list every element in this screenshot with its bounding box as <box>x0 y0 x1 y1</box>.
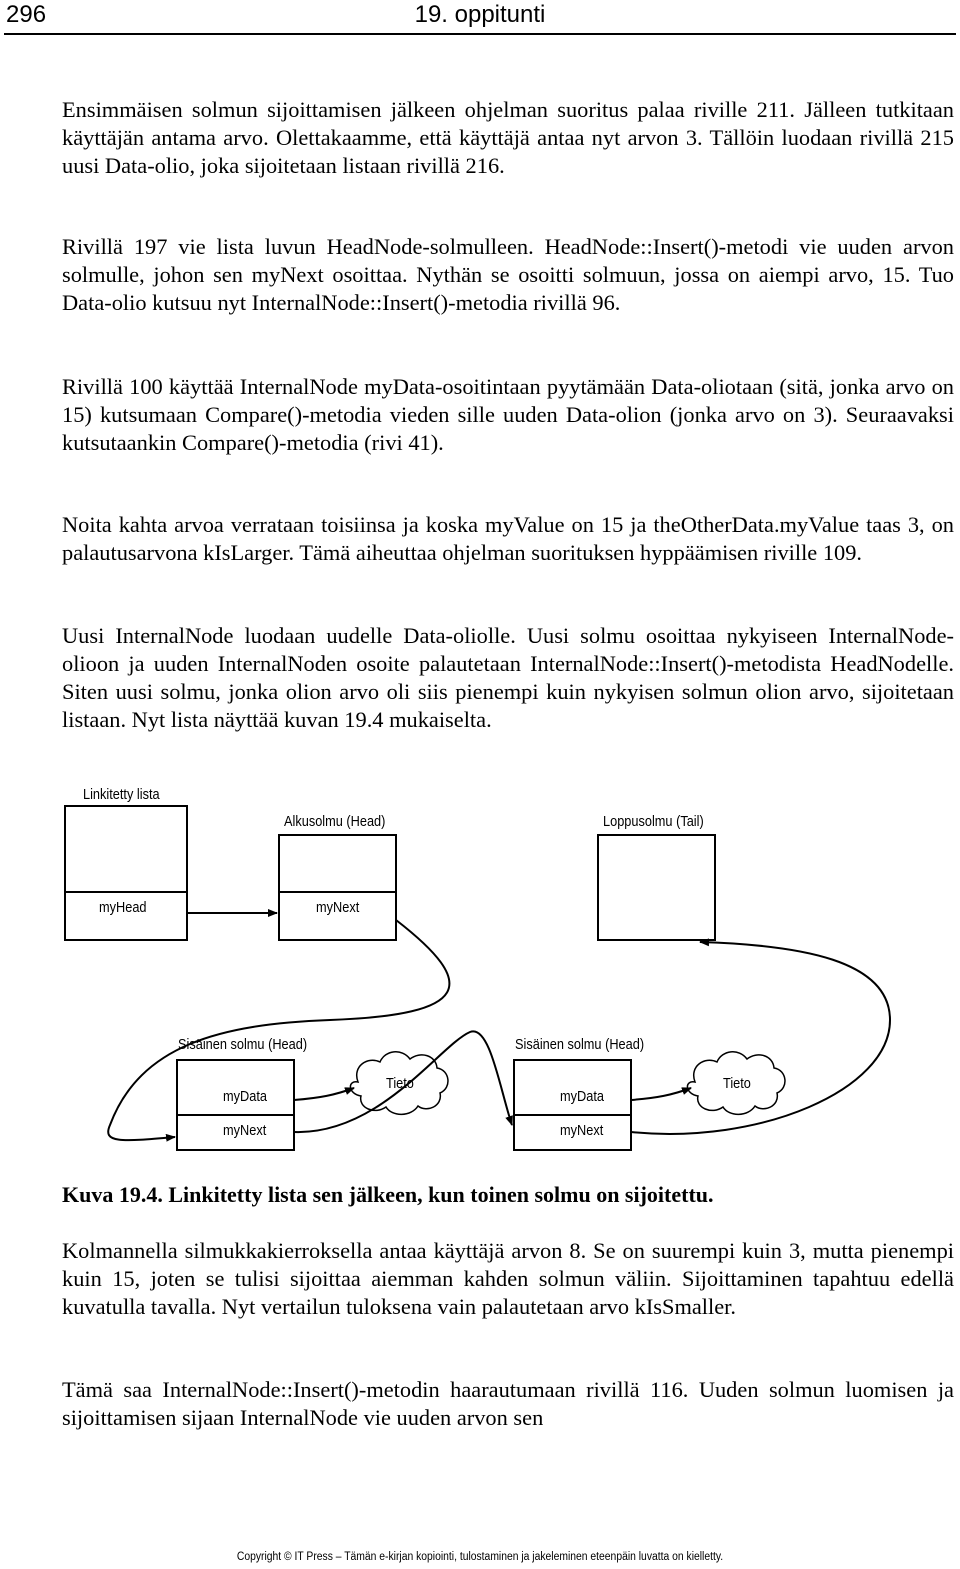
internal-2-mynext-field: myNext <box>560 1123 604 1139</box>
linked-list-label: Linkitetty lista <box>83 787 160 803</box>
arrow-mydata-1 <box>294 1088 354 1100</box>
paragraph-7: Tämä saa InternalNode::Insert()-metodin haarautumaan rivillä 116. Uuden solmun luomisen ja sijoittamisen sijaan InternalNode vie uuden arvon sen <box>62 1377 954 1430</box>
page-header <box>0 0 960 36</box>
paragraph-1: Ensimmäisen solmun sijoittamisen jälkeen ohjelman suoritus palaa riville 211. Jälleen tutkitaan käyttäjän antama arvo. Olettakaamme, että käyttäjä antaa nyt arvon 3. Tällöin luodaan rivillä 215 uusi Data-olio, joka sijoitetaan listaan rivillä 216. <box>62 97 954 178</box>
linked-list-figure <box>0 770 960 1170</box>
internal-1-mydata-field: myData <box>223 1089 267 1105</box>
head-node-label: Alkusolmu (Head) <box>284 814 386 830</box>
myhead-field: myHead <box>99 900 147 916</box>
internal-2-mydata-field: myData <box>560 1089 604 1105</box>
internal-node-1-label: Sisäinen solmu (Head) <box>178 1037 308 1053</box>
page-number: 296 <box>6 1 47 28</box>
linked-list-diagram <box>0 770 960 1170</box>
linked-list-box <box>65 806 187 940</box>
paragraph-3: Rivillä 100 käyttää InternalNode myData-osoitintaan pyytämään Data-oliotaan (sitä, jonka arvo on 15) kutsumaan Compare()-metodia vieden sille uuden Data-olion (jonka arvo on 3). Seuraavaksi kutsutaankin Compare()-metodia (rivi 41). <box>62 374 954 455</box>
internal-1-mynext-field: myNext <box>223 1123 267 1139</box>
head-node-box <box>279 835 396 940</box>
tail-node-label: Loppusolmu (Tail) <box>603 814 704 830</box>
paragraph-6: Kolmannella silmukkakierroksella antaa käyttäjä arvon 8. Se on suurempi kuin 3, mutta pienempi kuin 15, joten se tulisi sijoittaa aiemman kahden solmun väliin. Sijoittaminen tapahtuu edellä kuvatulla tavalla. Nyt vertailun tuloksena vain palautetaan arvo kIsSmaller. <box>62 1238 954 1319</box>
copyright-footer: Copyright © IT Press – Tämän e-kirjan kopiointi, tulostaminen ja jakeleminen eteenpäin luvatta on kielletty. <box>236 1551 724 1563</box>
chapter-title: 19. oppitunti <box>414 1 546 28</box>
internal-node-2-label: Sisäinen solmu (Head) <box>515 1037 645 1053</box>
paragraph-2: Rivillä 197 vie lista luvun HeadNode-solmulleen. HeadNode::Insert()-metodi vie uuden arvon solmulle, johon sen myNext osoittaa. Nythän se osoitti solmuun, jossa on aiempi arvo, 15. Tuo Data-olio kutsuu nyt InternalNode::Insert()-metodia rivillä 96. <box>62 234 954 315</box>
header-rule <box>4 33 956 35</box>
paragraph-4: Noita kahta arvoa verrataan toisiinsa ja koska myValue on 15 ja theOtherData.myValue taas 3, on palautusarvona kIsLarger. Tämä aiheuttaa ohjelman suorituksen hyppäämisen riville 109. <box>62 512 954 565</box>
cloud-2-label: Tieto <box>723 1076 751 1092</box>
tail-node-box <box>598 835 715 940</box>
cloud-1-label: Tieto <box>386 1076 414 1092</box>
figure-caption: Kuva 19.4. Linkitetty lista sen jälkeen, kun toinen solmu on sijoitettu. <box>62 1182 714 1207</box>
paragraph-5: Uusi InternalNode luodaan uudelle Data-oliolle. Uusi solmu osoittaa nykyiseen InternalNode-olioon ja uuden InternalNoden osoite palautetaan InternalNode::Insert()-metodista HeadNodelle. Siten uusi solmu, jonka olion arvo oli siis pienempi kuin nykyisen solmun olion arvo, sijoitetaan listaan. Nyt lista näyttää kuvan 19.4 mukaiselta. <box>62 623 954 732</box>
head-mynext-field: myNext <box>316 900 360 916</box>
arrow-mydata-2 <box>631 1088 691 1100</box>
